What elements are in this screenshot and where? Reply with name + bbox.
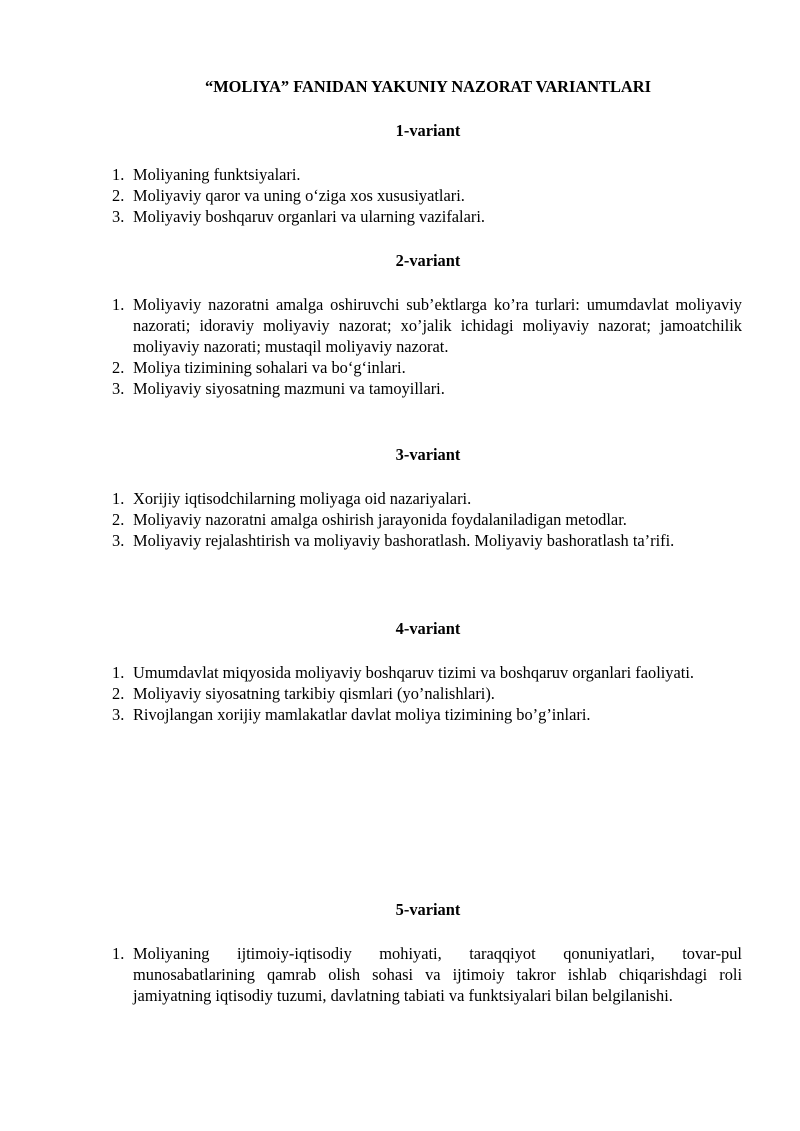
- variant-3-questions: [112, 488, 742, 551]
- question-item: [112, 488, 742, 509]
- question-text: Moliyaviy rejalashtirish va moliyaviy bashoratlash. Moliyaviy bashoratlash ta’rifi.: [133, 531, 675, 550]
- question-number: 2.: [112, 186, 125, 205]
- question-number: 2.: [112, 684, 125, 703]
- question-number: 3.: [112, 705, 125, 724]
- question-text: Moliyaviy qaror va uning o‘ziga xos xususiyatlari.: [133, 186, 465, 205]
- question-item: [112, 683, 742, 704]
- question-number: 1.: [112, 165, 125, 184]
- question-item: [112, 662, 742, 683]
- question-number: 2.: [112, 510, 125, 529]
- question-text: Moliyaviy nazoratni amalga oshiruvchi sub’ektlarga ko’ra turlari: umumdavlat moliyaviy nazorati; idoraviy moliyaviy nazorat; xo’jalik ichidagi moliyaviy nazorat; jamoatchilik moliyaviy nazorati; mustaqil moliyaviy nazorat.: [133, 295, 742, 356]
- variant-5-questions: [112, 943, 742, 1006]
- variant-3-heading: 3-variant: [395, 445, 461, 464]
- question-item: [112, 530, 742, 551]
- question-item: [112, 357, 742, 378]
- question-item: [112, 943, 742, 1006]
- question-item: [112, 509, 742, 530]
- question-number: 3.: [112, 531, 125, 550]
- page-title: “MOLIYA” FANIDAN YAKUNIY NAZORAT VARIANTLARI: [205, 77, 651, 96]
- question-text: Xorijiy iqtisodchilarning moliyaga oid nazariyalari.: [133, 489, 472, 508]
- question-text: Moliya tizimining sohalari va bo‘g‘inlari.: [133, 358, 406, 377]
- question-number: 1.: [112, 295, 125, 314]
- variant-1-heading: 1-variant: [395, 121, 461, 140]
- variant-5-heading: 5-variant: [395, 900, 461, 919]
- question-item: [112, 294, 742, 357]
- question-text: Moliyaviy nazoratni amalga oshirish jarayonida foydalaniladigan metodlar.: [133, 510, 627, 529]
- question-number: 1.: [112, 663, 125, 682]
- question-item: [112, 185, 742, 206]
- question-text: Moliyaning funktsiyalari.: [133, 165, 301, 184]
- question-item: [112, 378, 742, 399]
- question-item: [112, 704, 742, 725]
- question-text: Umumdavlat miqyosida moliyaviy boshqaruv tizimi va boshqaruv organlari faoliyati.: [133, 663, 694, 682]
- question-text: Moliyaviy boshqaruv organlari va ularning vazifalari.: [133, 207, 485, 226]
- variant-4-questions: [112, 662, 742, 725]
- variant-4-heading: 4-variant: [395, 619, 461, 638]
- question-text: Moliyaviy siyosatning tarkibiy qismlari (yo’nalishlari).: [133, 684, 495, 703]
- variant-1-questions: [112, 164, 742, 227]
- question-text: Rivojlangan xorijiy mamlakatlar davlat moliya tizimining bo’g’inlari.: [133, 705, 591, 724]
- question-number: 1.: [112, 489, 125, 508]
- question-text: Moliyaning ijtimoiy-iqtisodiy mohiyati, taraqqiyot qonuniyatlari, tovar-pul munosabatlarining qamrab olish sohasi va ijtimoiy takror ishlab chiqarishdagi roli jamiyatning iqtisodiy tuzumi, davlatning tabiati va funktsiyalari bilan belgilanishi.: [133, 944, 742, 1005]
- variant-2-questions: [112, 294, 742, 399]
- question-item: [112, 206, 742, 227]
- question-number: 3.: [112, 207, 125, 226]
- question-number: 1.: [112, 944, 125, 963]
- question-text: Moliyaviy siyosatning mazmuni va tamoyillari.: [133, 379, 445, 398]
- question-number: 2.: [112, 358, 125, 377]
- variant-2-heading: 2-variant: [395, 251, 461, 270]
- question-item: [112, 164, 742, 185]
- question-number: 3.: [112, 379, 125, 398]
